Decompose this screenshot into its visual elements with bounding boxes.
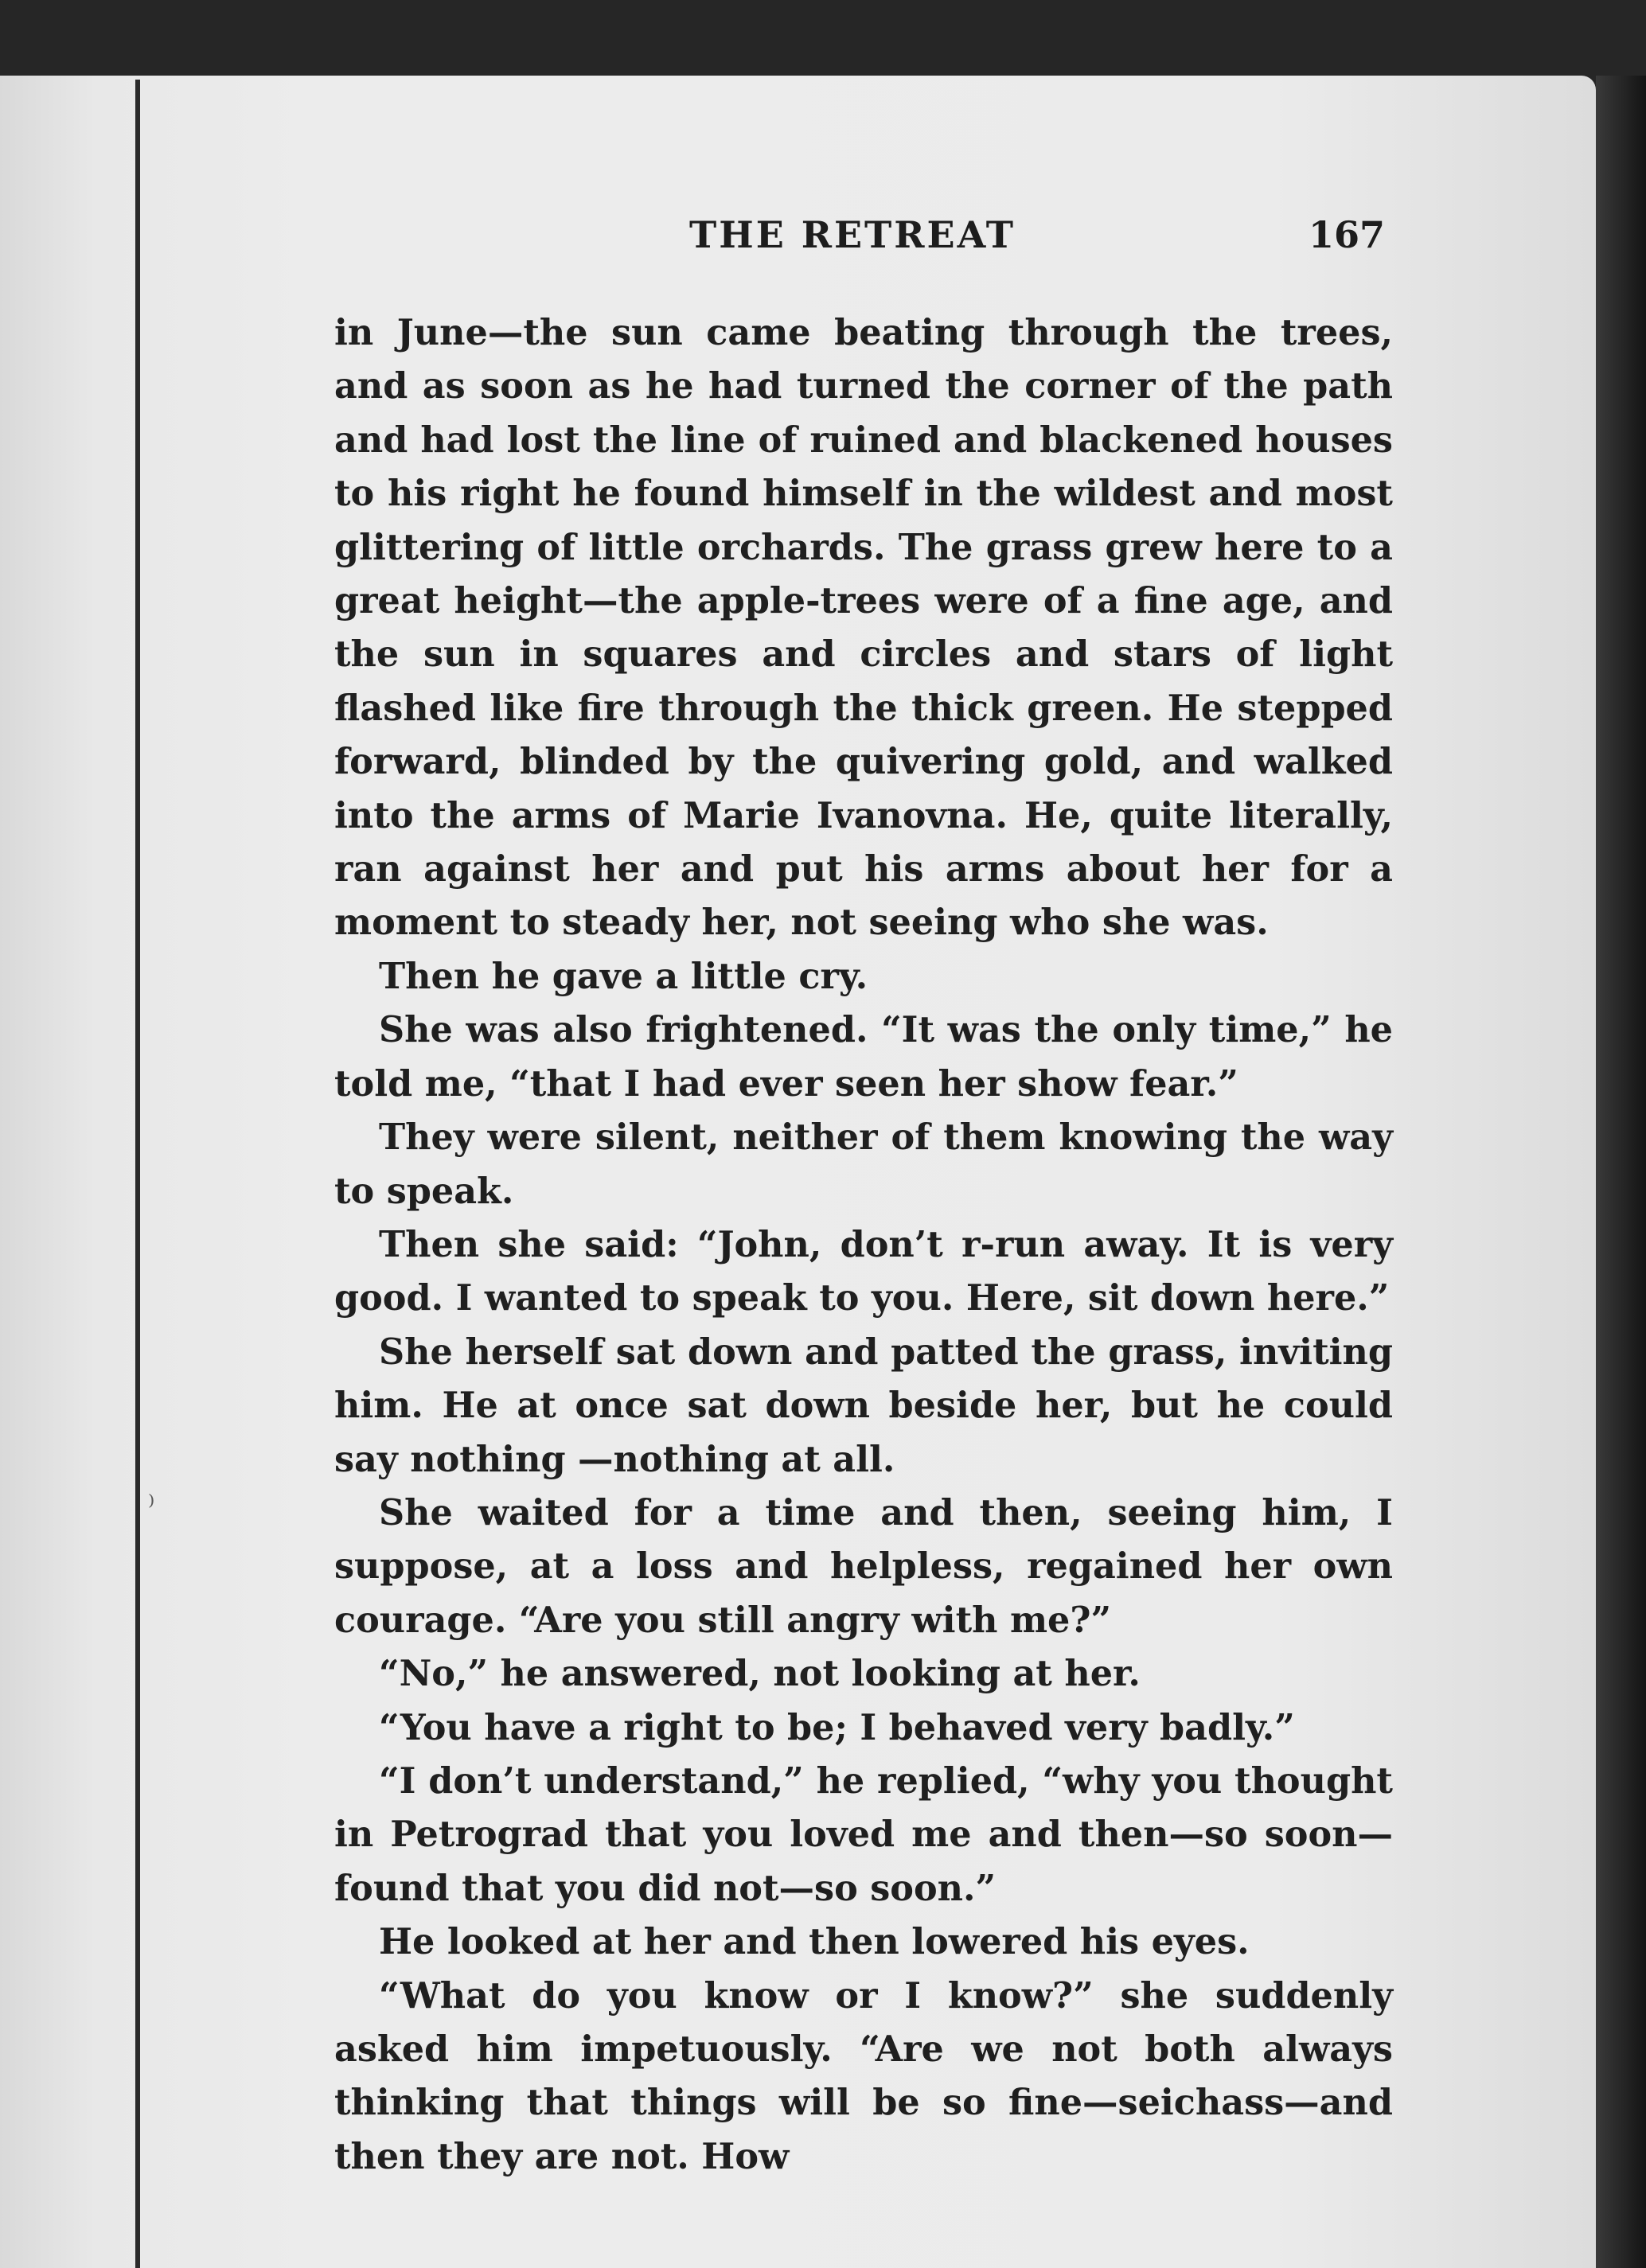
paragraph: in June—the sun came beating through the trees, and as soon as he had turned the corner of the path and had lost the line of ruined and blackened houses to his right he found himself in the wildest and most glittering of little orchards. The grass grew here to a great height—the apple-trees were of a fine age, and the sun in squares and circles and stars of light flashed like fire through the thick green. He stepped forward, blinded by the quivering gold, and walked into the arms of Marie Ivanovna. He, quite literally, ran against her and put his arms about her for a moment to steady her, not seeing who she was.	[334, 312, 1393, 944]
running-head-title: THE RETREAT	[689, 213, 1016, 256]
page-edge-shadow	[1596, 76, 1646, 2268]
paragraph: “You have a right to be; I behaved very badly.”	[379, 1706, 1295, 1748]
paragraph: He looked at her and then lowered his eyes.	[379, 1921, 1250, 1963]
paragraph: She was also frightened. “It was the only time,” he told me, “that I had ever seen her show fear.”	[334, 1009, 1393, 1105]
paragraph: Then he gave a little cry.	[379, 955, 868, 997]
body-text	[334, 306, 1393, 2184]
page-number: 167	[1308, 213, 1385, 256]
paragraph: “No,” he answered, not looking at her.	[379, 1653, 1141, 1695]
paragraph: Then she said: “John, don’t r-run away. It is very good. I wanted to speak to you. Here, sit down here.”	[334, 1223, 1393, 1319]
paragraph: She herself sat down and patted the grass, inviting him. He at once sat down beside her, but he could say nothing —nothing at all.	[334, 1331, 1393, 1480]
paragraph: They were silent, neither of them knowing the way to speak.	[334, 1116, 1393, 1212]
running-head	[334, 213, 1385, 269]
paragraph: She waited for a time and then, seeing him, I suppose, at a loss and helpless, regained her own courage. “Are you still angry with me?”	[334, 1491, 1393, 1641]
paragraph: “I don’t understand,” he replied, “why you thought in Petrograd that you loved me and then—so soon—found that you did not—so soon.”	[334, 1759, 1393, 1909]
paragraph: “What do you know or I know?” she suddenly asked him impetuously. “Are we not both always thinking that things will be so fine—seichass—and then they are not. How	[334, 1974, 1393, 2177]
gutter-line	[135, 80, 140, 2268]
margin-mark: ⁾	[148, 1490, 155, 1522]
